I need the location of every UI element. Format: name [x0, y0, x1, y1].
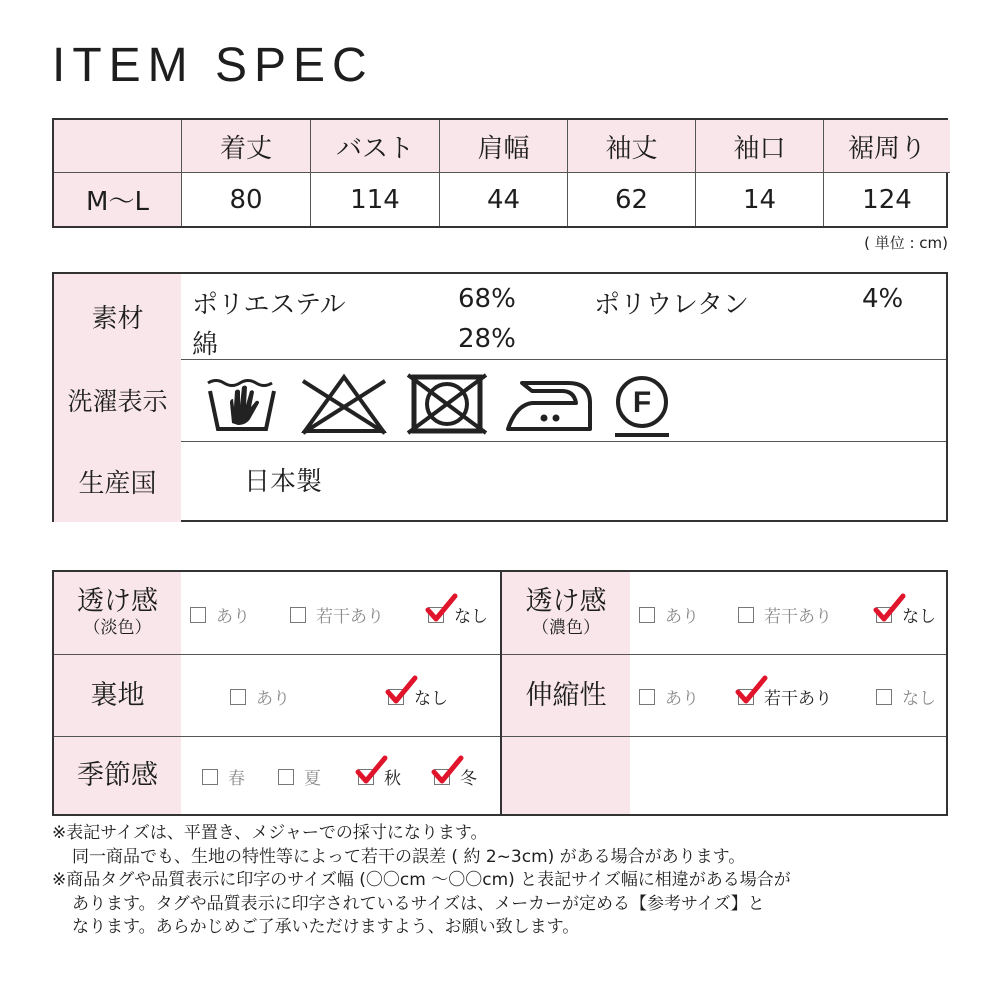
no-bleach-icon: [299, 373, 389, 435]
check-mark-icon: [423, 592, 459, 624]
sheer-dark-option-jakkan[interactable]: 若干あり: [738, 602, 832, 627]
lining-label: 裏地: [90, 679, 145, 711]
lining-option-nashi[interactable]: なし: [388, 684, 448, 709]
check-mark-icon: [871, 592, 907, 624]
page-title: ITEM SPEC: [52, 39, 374, 92]
material-name-2: ポリウレタン: [594, 290, 749, 320]
season-option-autumn[interactable]: 秋: [358, 764, 401, 789]
check-mark-icon: [429, 754, 465, 786]
sheer-light-option-jakkan[interactable]: 若干あり: [290, 602, 384, 627]
stretch-option-jakkan[interactable]: 若干あり: [738, 684, 832, 709]
size-header-corner: [54, 120, 181, 173]
size-value-length: 80: [181, 173, 310, 226]
lining-label-cell: [54, 655, 181, 736]
size-header-length: 着丈: [181, 120, 310, 173]
sheer-dark-sub: （濃色）: [532, 618, 600, 638]
origin-label: 生産国: [54, 441, 181, 522]
no-tumble-dry-icon: [404, 373, 490, 435]
note-line: ※表記サイズは、平置き、メジャーでの採寸になります。: [52, 823, 488, 843]
stretch-label-cell: [502, 655, 630, 736]
check-mark-icon: [733, 674, 769, 706]
material-pct-3: 28%: [458, 324, 516, 354]
season-label-cell: [54, 737, 181, 814]
note-line: 同一商品でも、生地の特性等によって若干の誤差 ( 約 2~3cm) がある場合があります。: [72, 846, 746, 867]
sheer-light-sub: （淡色）: [83, 618, 152, 638]
size-row-label: M～L: [54, 173, 181, 226]
material-row: [54, 274, 946, 360]
lining-option-ari[interactable]: あり: [230, 684, 290, 709]
empty-label-cell: [502, 737, 630, 814]
size-unit-note: ( 単位 : cm): [864, 234, 948, 252]
note-line: ※商品タグや品質表示に印字のサイズ幅 (〇〇cm ～〇〇cm) と表記サイズ幅に相違がある場合が: [52, 870, 791, 890]
size-value-sleeve: 62: [567, 173, 695, 226]
sheer-dark-label-cell: [502, 572, 630, 654]
size-header-hem: 裾周り: [823, 120, 950, 173]
origin-row: [54, 441, 946, 522]
material-pct-1: 68%: [458, 284, 516, 314]
stretch-option-ari[interactable]: あり: [639, 684, 699, 709]
dry-clean-f-icon: [609, 373, 675, 439]
note-line: あります。タグや品質表示に印字されているサイズは、メーカーが定める【参考サイズ】と: [72, 893, 765, 914]
size-header-shoulder: 肩幅: [439, 120, 567, 173]
season-option-summer[interactable]: 夏: [278, 764, 321, 789]
stretch-option-nashi[interactable]: なし: [876, 684, 936, 709]
dry-clean-letter: F: [632, 386, 652, 419]
note-line: なります。あらかじめご了承いただけますよう、お願い致します。: [72, 917, 580, 937]
size-value-hem: 124: [823, 173, 950, 226]
season-option-spring[interactable]: 春: [202, 764, 245, 789]
size-value-shoulder: 44: [439, 173, 567, 226]
stretch-label: 伸縮性: [525, 679, 607, 711]
size-notes: [52, 822, 952, 940]
material-name-1: ポリエステル: [192, 290, 346, 320]
sheer-light-option-ari[interactable]: あり: [190, 602, 250, 627]
sheer-dark-option-nashi[interactable]: なし: [876, 602, 936, 627]
material-label: 素材: [54, 274, 181, 359]
size-table: [52, 118, 948, 228]
material-pct-2: 4%: [862, 284, 904, 314]
care-row: [54, 359, 946, 442]
size-value-cuff: 14: [695, 173, 823, 226]
sheer-light-option-nashi[interactable]: なし: [428, 602, 488, 627]
care-label: 洗濯表示: [54, 359, 181, 441]
size-value-bust: 114: [310, 173, 439, 226]
sheer-dark-option-ari[interactable]: あり: [639, 602, 699, 627]
check-mark-icon: [353, 754, 389, 786]
material-block: [52, 272, 948, 522]
sheer-light-label-cell: [54, 572, 181, 654]
material-name-3: 綿: [192, 330, 219, 360]
season-label: 季節感: [77, 759, 158, 791]
iron-low-icon: [502, 373, 594, 435]
hand-wash-icon: [204, 373, 280, 433]
size-header-bust: バスト: [310, 120, 439, 173]
size-header-cuff: 袖口: [695, 120, 823, 173]
season-option-winter[interactable]: 冬: [434, 764, 477, 789]
sheer-light-label: 透け感: [77, 586, 158, 617]
origin-value: 日本製: [244, 467, 323, 497]
sheer-dark-label: 透け感: [525, 586, 607, 617]
size-header-sleeve: 袖丈: [567, 120, 695, 173]
check-mark-icon: [383, 674, 419, 706]
options-block: [52, 570, 948, 816]
